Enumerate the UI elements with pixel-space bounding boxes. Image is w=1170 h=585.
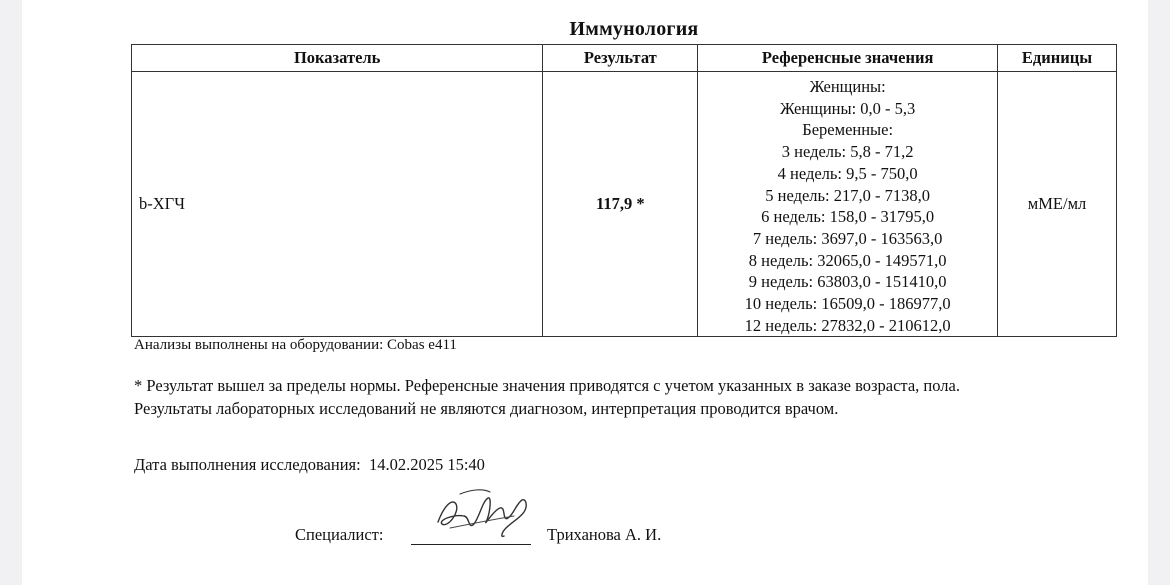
header-units: Единицы [998, 45, 1117, 72]
reference-line: 9 недель: 63803,0 - 151410,0 [748, 272, 947, 292]
reference-cell [698, 72, 998, 337]
reference-line: 5 недель: 217,0 - 7138,0 [765, 185, 931, 205]
date-label: Дата выполнения исследования: [134, 455, 361, 474]
specialist-name: Триханова А. И. [547, 525, 662, 544]
header-parameter: Показатель [132, 45, 543, 72]
execution-date [134, 455, 485, 475]
table-row [132, 72, 1117, 337]
section-title: Иммунология [569, 18, 699, 40]
header-result: Результат [543, 45, 698, 72]
table-header-row [132, 45, 1117, 72]
equipment-note: Анализы выполнены на оборудовании: Cobas e411 [134, 337, 457, 353]
reference-line: 3 недель: 5,8 - 71,2 [781, 142, 914, 162]
reference-line: Женщины: [809, 77, 886, 96]
handwritten-signature [430, 484, 540, 546]
specialist-label: Специалист: [295, 525, 384, 544]
header-reference: Референсные значения [698, 45, 998, 72]
reference-line: Женщины: 0,0 - 5,3 [780, 98, 916, 118]
footnote-line: * Результат вышел за пределы нормы. Референсные значения приводятся с учетом указанных в заказе возраста, пола. [134, 376, 960, 395]
parameter-cell: b-ХГЧ [132, 72, 543, 337]
date-value: 14.02.2025 15:40 [368, 455, 485, 474]
reference-line: 4 недель: 9,5 - 750,0 [777, 163, 918, 183]
reference-line: 7 недель: 3697,0 - 163563,0 [752, 228, 943, 248]
reference-line: 10 недель: 16509,0 - 186977,0 [744, 294, 951, 314]
reference-line: 6 недель: 158,0 - 31795,0 [761, 207, 935, 227]
footnote [134, 374, 960, 420]
units-cell: мМЕ/мл [998, 72, 1117, 337]
footnote-line: Результаты лабораторных исследований не являются диагнозом, интерпретация проводится врачом. [134, 399, 839, 418]
reference-line: 8 недель: 32065,0 - 149571,0 [748, 250, 947, 270]
lab-report-page [22, 0, 1148, 585]
results-table [131, 44, 1117, 337]
result-cell: 117,9 * [543, 72, 698, 337]
reference-line: Беременные: [802, 120, 894, 140]
reference-line: 12 недель: 27832,0 - 210612,0 [744, 315, 951, 335]
